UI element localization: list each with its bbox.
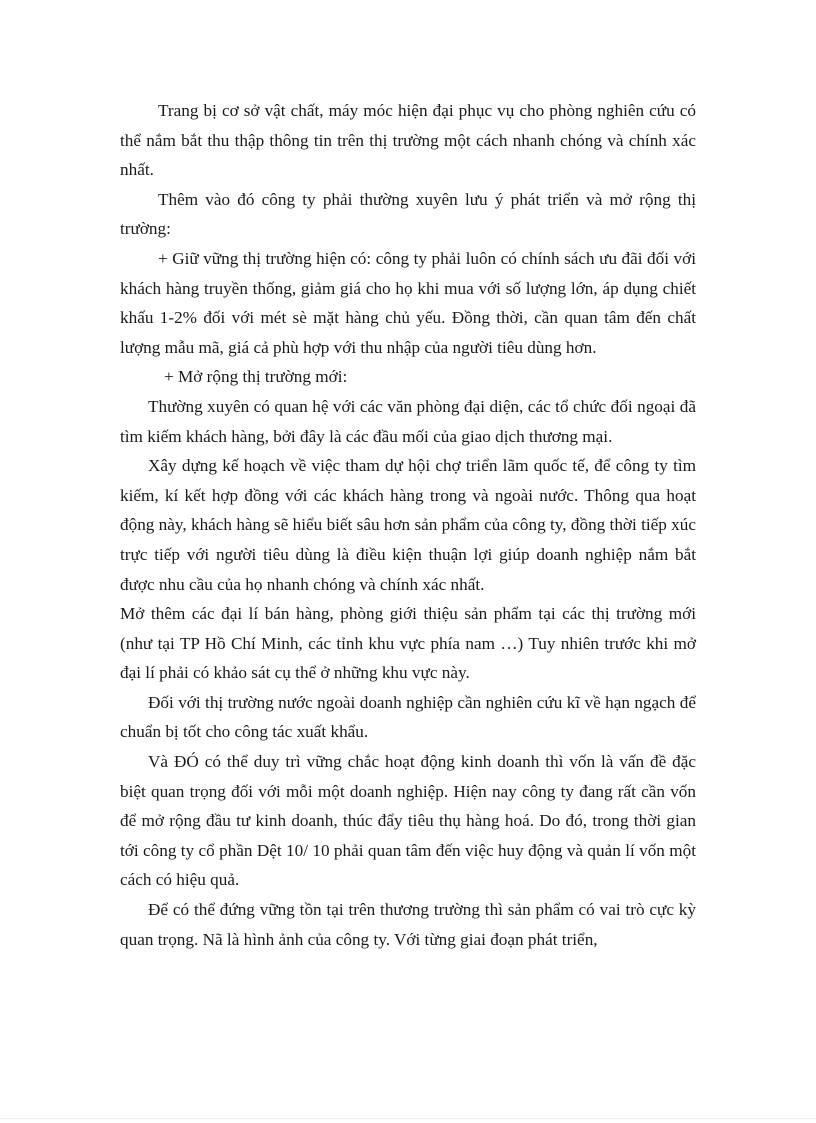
paragraph-equipment: Trang bị cơ sở vật chất, máy móc hiện đại phục vụ cho phòng nghiên cứu có thể nắm bắt thu thập thông tin trên thị trường một cách nhanh chóng và chính xác nhất. xyxy=(120,101,696,180)
paragraph-foreign-market: Đối với thị trường nước ngoài doanh nghiệp cần nghiên cứu kĩ về hạn ngạch để chuẩn bị tốt cho công tác xuất khẩu. xyxy=(120,692,696,742)
document-page xyxy=(120,96,696,954)
paragraph-representative-offices: Thường xuyên có quan hệ với các văn phòng đại diện, các tổ chức đối ngoại đã tìm kiếm khách hàng, bởi đây là các đầu mối của giao dịch thương mại. xyxy=(120,396,696,446)
paragraph-sales-agents: Mở thêm các đại lí bán hàng, phòng giới thiệu sản phẩm tại các thị trường mới (như tại TP Hồ Chí Minh, các tỉnh khu vực phía nam …) Tuy nhiên trước khi mở đại lí phải có khảo sát cụ thể ở những khu vực này. xyxy=(120,604,696,683)
page-bottom-edge xyxy=(0,1118,816,1119)
paragraph-capital: Và ĐÓ có thể duy trì vững chắc hoạt động kinh doanh thì vốn là vấn đề đặc biệt quan trọng đối với mỗi một doanh nghiệp. Hiện nay công ty đang rất cần vốn để mở rộng đầu tư kinh doanh, thúc đẩy tiêu thụ hàng hoá. Do đó, trong thời gian tới công ty cổ phần Dệt 10/ 10 phải quan tâm đến việc huy động và quản lí vốn một cách có hiệu quả. xyxy=(120,752,696,890)
paragraph-keep-existing-market: + Giữ vững thị trường hiện có: công ty phải luôn có chính sách ưu đãi đối với khách hàng truyền thống, giảm giá cho họ khi mua với số lượng lớn, áp dụng chiết khấu 1-2% đối với mét sè mặt hàng chủ yếu. Đồng thời, cần quan tâm đến chất lượng mẫu mã, giá cả phù hợp với thu nhập của người tiêu dùng hơn. xyxy=(120,248,696,357)
paragraph-trade-fair: Xây dựng kế hoạch về việc tham dự hội chợ triển lãm quốc tế, để công ty tìm kiếm, kí kết hợp đồng với các khách hàng trong và ngoài nước. Thông qua hoạt động này, khách hàng sẽ hiểu biết sâu hơn sản phẩm của công ty, đồng thời tiếp xúc trực tiếp với người tiêu dùng là điều kiện thuận lợi giúp doanh nghiệp nắm bắt được nhu cầu của họ nhanh chóng và chính xác nhất. xyxy=(120,456,696,594)
paragraph-product-role: Để có thể đứng vững tồn tại trên thương trường thì sản phẩm có vai trò cực kỳ quan trọng. Nã là hình ảnh của công ty. Với từng giai đoạn phát triển, xyxy=(120,900,696,949)
paragraph-market-expansion: Thêm vào đó công ty phải thường xuyên lưu ý phát triển và mở rộng thị trường: xyxy=(120,189,696,239)
paragraph-new-market-heading: + Mở rộng thị trường mới: xyxy=(164,367,348,387)
